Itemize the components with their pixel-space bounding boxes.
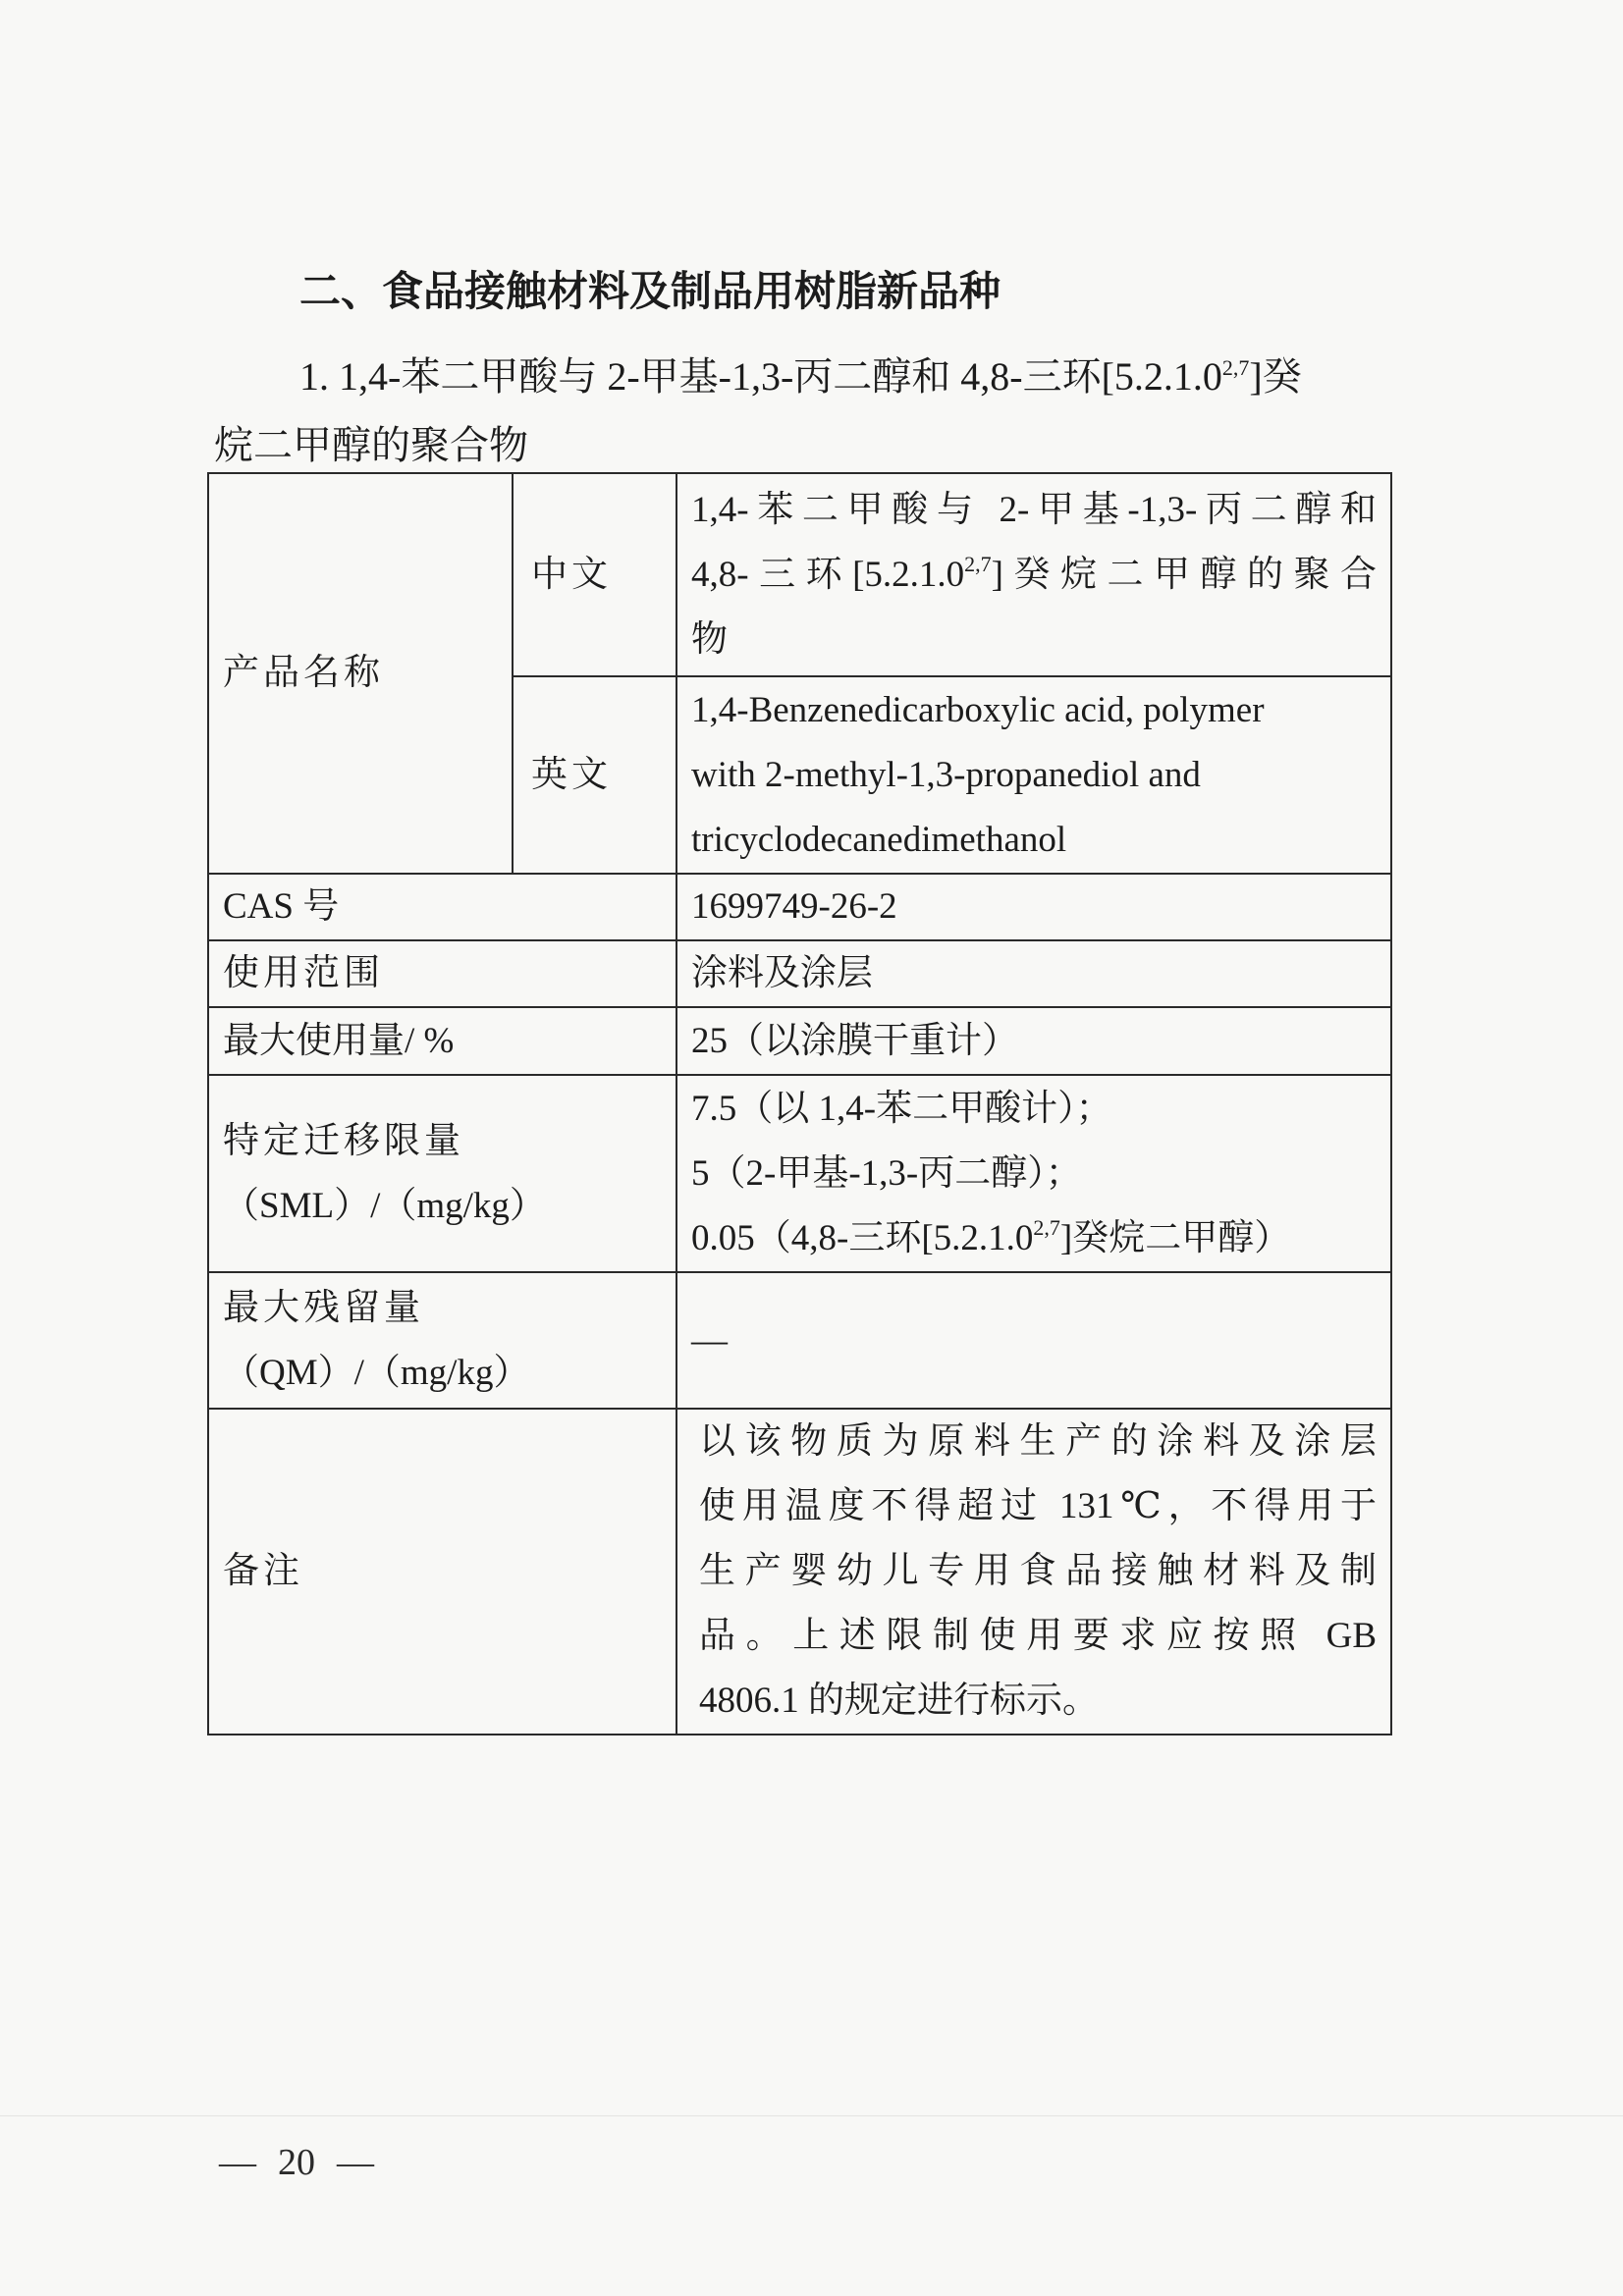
chinese-name-line2-prefix: 4,8-三环[5.2.1.0 xyxy=(691,554,965,595)
max-use-label: 最大使用量/ % xyxy=(223,1020,455,1061)
table-row-cas xyxy=(208,874,1391,940)
sml-value-line3-suffix: ]癸烷二甲醇） xyxy=(1059,1217,1291,1258)
item-title-superscript: 2,7 xyxy=(1221,355,1250,380)
sml-value-cell xyxy=(676,1075,1391,1272)
english-name-line1: 1,4-Benzenedicarboxylic acid, polymer xyxy=(691,689,1265,730)
qm-label-line1: 最大残留量 xyxy=(223,1287,424,1328)
scope-value: 涂料及涂层 xyxy=(691,953,873,993)
english-name-line2: with 2-methyl-1,3-propanediol and xyxy=(691,754,1201,795)
item-title-line2: 烷二甲醇的聚合物 xyxy=(214,423,528,467)
remarks-label-cell xyxy=(208,1409,676,1735)
sml-value-line2: 5（2-甲基-1,3-丙二醇）； xyxy=(691,1152,1082,1194)
qm-label-cell xyxy=(208,1272,676,1409)
item-title-line1 xyxy=(299,349,1302,404)
table-row-chinese-name xyxy=(208,473,1391,676)
sml-value-line3 xyxy=(691,1206,1377,1271)
max-use-value: 25（以涂膜干重计） xyxy=(691,1020,1018,1061)
table-row-scope xyxy=(208,940,1391,1007)
chinese-name-value-cell xyxy=(676,473,1391,676)
sml-value-line3-prefix: 0.05（4,8-三环[5.2.1.0 xyxy=(691,1217,1034,1258)
remarks-label: 备注 xyxy=(223,1551,303,1591)
remarks-line2: 使用温度不得超过 131℃，不得用于 xyxy=(699,1486,1377,1526)
chinese-label-cell xyxy=(513,473,676,676)
sml-value-superscript: 2,7 xyxy=(1033,1214,1060,1240)
max-use-label-cell xyxy=(208,1007,676,1075)
scope-value-cell xyxy=(676,940,1391,1007)
english-name-value-cell xyxy=(676,676,1391,874)
remarks-line3: 生产婴幼儿专用食品接触材料及制 xyxy=(699,1551,1377,1591)
item-title-line1-suffix: ]癸 xyxy=(1249,354,1302,399)
scan-artifact-line xyxy=(0,2115,1623,2116)
page-footer xyxy=(219,2138,374,2187)
footer-dash-left: — xyxy=(219,2142,256,2183)
cas-value: 1699749-26-2 xyxy=(691,886,897,927)
english-name-line3: tricyclodecanedimethanol xyxy=(691,819,1067,860)
substance-spec-table xyxy=(207,472,1392,1735)
chinese-name-line2-suffix: ]癸烷二甲醇的聚合 xyxy=(991,554,1377,595)
qm-label-line2: （QM）/（mg/kg） xyxy=(223,1352,530,1393)
remarks-value-cell xyxy=(676,1409,1391,1735)
qm-value: — xyxy=(691,1319,728,1361)
qm-value-cell xyxy=(676,1272,1391,1409)
sml-label-line2: （SML）/（mg/kg） xyxy=(223,1185,546,1226)
chinese-label: 中文 xyxy=(531,554,612,595)
product-name-label-cell xyxy=(208,473,513,874)
cas-label-cell xyxy=(208,874,676,940)
cas-label: CAS 号 xyxy=(223,886,340,927)
chinese-name-superscript: 2,7 xyxy=(964,551,992,576)
footer-dash-right: — xyxy=(337,2142,374,2183)
max-use-value-cell xyxy=(676,1007,1391,1075)
table-row-max-use xyxy=(208,1007,1391,1075)
sml-label-cell xyxy=(208,1075,676,1272)
table-row-sml xyxy=(208,1075,1391,1272)
table-row-remarks xyxy=(208,1409,1391,1735)
section-heading: 二、食品接触材料及制品用树脂新品种 xyxy=(299,268,1001,314)
remarks-line5: 4806.1 的规定进行标示。 xyxy=(699,1681,1099,1721)
item-title-line1-prefix: 1. 1,4-苯二甲酸与 2-甲基-1,3-丙二醇和 4,8-三环[5.2.1.0 xyxy=(299,354,1222,399)
cas-value-cell xyxy=(676,874,1391,940)
chinese-name-line2 xyxy=(691,543,1377,608)
remarks-line1: 以该物质为原料生产的涂料及涂层 xyxy=(699,1421,1377,1462)
remarks-line4: 品。上述限制使用要求应按照 GB xyxy=(699,1616,1377,1656)
english-label: 英文 xyxy=(531,754,612,795)
sml-label-line1: 特定迁移限量 xyxy=(223,1120,464,1161)
scope-label-cell xyxy=(208,940,676,1007)
scope-label: 使用范围 xyxy=(223,953,384,993)
table-row-qm xyxy=(208,1272,1391,1409)
english-label-cell xyxy=(513,676,676,874)
page-number: 20 xyxy=(278,2142,315,2183)
product-name-label: 产品名称 xyxy=(223,653,384,693)
chinese-name-line3: 物 xyxy=(691,618,728,660)
sml-value-line1: 7.5（以 1,4-苯二甲酸计）； xyxy=(691,1088,1112,1129)
chinese-name-line1: 1,4-苯二甲酸与 2-甲基-1,3-丙二醇和 xyxy=(691,489,1377,530)
